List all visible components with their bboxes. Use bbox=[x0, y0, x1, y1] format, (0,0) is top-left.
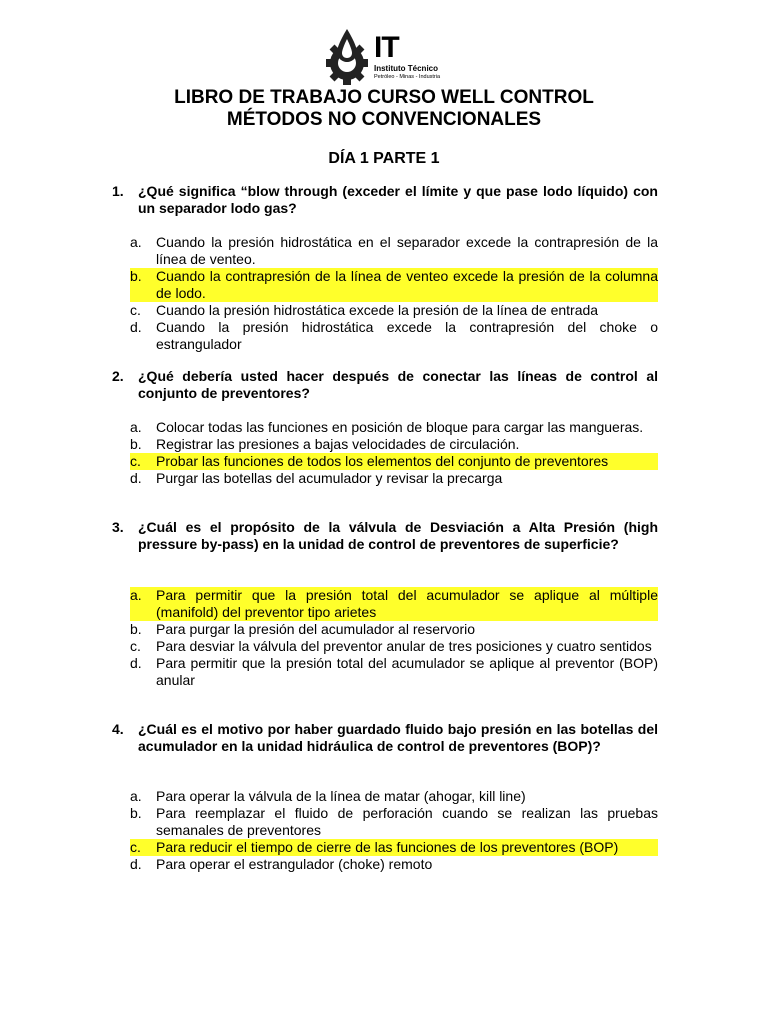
option-letter: b. bbox=[130, 621, 142, 637]
question-4-options bbox=[130, 788, 658, 873]
option-c-highlighted bbox=[130, 839, 658, 856]
option-b bbox=[130, 621, 658, 638]
question-1-options bbox=[130, 234, 658, 353]
option-a bbox=[130, 419, 658, 436]
option-c bbox=[130, 638, 658, 655]
question-text: ¿Qué significa “blow through (exceder el límite y que pase lodo líquido) con un separador lodo gas? bbox=[138, 183, 658, 216]
logo-name: Instituto Técnico bbox=[374, 64, 438, 73]
option-letter: a. bbox=[130, 587, 142, 603]
option-b bbox=[130, 436, 658, 453]
option-b bbox=[130, 805, 658, 839]
question-4 bbox=[112, 721, 658, 755]
option-letter: b. bbox=[130, 805, 142, 821]
option-letter: a. bbox=[130, 419, 142, 435]
question-number: 4. bbox=[112, 721, 124, 737]
question-text: ¿Cuál es el motivo por haber guardado fluido bajo presión en las botellas del acumulador en la unidad hidráulica de control de preventores (BOP)? bbox=[138, 721, 658, 754]
question-1 bbox=[112, 183, 658, 217]
option-letter: c. bbox=[130, 638, 141, 654]
option-letter: c. bbox=[130, 302, 141, 318]
question-number: 1. bbox=[112, 183, 124, 199]
question-2-options bbox=[130, 419, 658, 487]
option-text: Para purgar la presión del acumulador al reservorio bbox=[156, 621, 476, 637]
option-letter: a. bbox=[130, 234, 142, 250]
option-text: Registrar las presiones a bajas velocidades de circulación. bbox=[156, 436, 520, 452]
option-text: Purgar las botellas del acumulador y revisar la precarga bbox=[156, 470, 503, 486]
option-d bbox=[130, 319, 658, 353]
option-d bbox=[130, 655, 658, 689]
option-letter: b. bbox=[130, 268, 142, 284]
option-text: Cuando la presión hidrostática excede la contrapresión del choke o estrangulador bbox=[156, 319, 658, 352]
option-a-highlighted bbox=[130, 587, 658, 621]
option-d bbox=[130, 856, 658, 873]
option-letter: d. bbox=[130, 470, 142, 486]
option-c-highlighted bbox=[130, 453, 658, 470]
section-heading: DÍA 1 PARTE 1 bbox=[328, 150, 440, 167]
question-3-options bbox=[130, 587, 658, 689]
option-letter: d. bbox=[130, 655, 142, 671]
option-text: Para permitir que la presión total del acumulador se aplique al preventor (BOP) anular bbox=[156, 655, 658, 688]
option-text: Para permitir que la presión total del acumulador se aplique al múltiple (manifold) del preventor tipo arietes bbox=[156, 587, 658, 620]
option-letter: a. bbox=[130, 788, 142, 804]
option-a bbox=[130, 234, 658, 268]
option-letter: b. bbox=[130, 436, 142, 452]
option-b-highlighted bbox=[130, 268, 658, 302]
option-letter: d. bbox=[130, 319, 142, 335]
option-text: Cuando la contrapresión de la línea de venteo excede la presión de la columna de lodo. bbox=[156, 268, 658, 301]
option-d bbox=[130, 470, 658, 487]
gear-drop-icon bbox=[323, 27, 373, 85]
question-text: ¿Cuál es el propósito de la válvula de Desviación a Alta Presión (high pressure by-pass) en la unidad de control de preventores de superficie? bbox=[138, 519, 658, 552]
option-letter: d. bbox=[130, 856, 142, 872]
option-text: Cuando la presión hidrostática excede la presión de la línea de entrada bbox=[156, 302, 599, 318]
institute-logo bbox=[323, 27, 463, 85]
document-title-line-2: MÉTODOS NO CONVENCIONALES bbox=[226, 109, 542, 130]
option-letter: c. bbox=[130, 453, 141, 469]
option-text: Colocar todas las funciones en posición de bloque para cargar las mangueras. bbox=[156, 419, 644, 435]
question-number: 2. bbox=[112, 368, 124, 384]
option-letter: c. bbox=[130, 839, 141, 855]
option-text: Cuando la presión hidrostática en el separador excede la contrapresión de la línea de venteo. bbox=[156, 234, 658, 267]
option-c bbox=[130, 302, 658, 319]
logo-mark: IT bbox=[374, 31, 399, 64]
option-a bbox=[130, 788, 658, 805]
question-number: 3. bbox=[112, 519, 124, 535]
logo-subtitle: Petróleo - Minas - Industria bbox=[374, 74, 441, 80]
option-text: Para desviar la válvula del preventor anular de tres posiciones y cuatro sentidos bbox=[156, 638, 652, 654]
question-3 bbox=[112, 519, 658, 553]
option-text: Para reducir el tiempo de cierre de las funciones de los preventores (BOP) bbox=[156, 839, 658, 856]
option-text: Para operar la válvula de la línea de matar (ahogar, kill line) bbox=[156, 788, 526, 804]
document-title-line-1: LIBRO DE TRABAJO CURSO WELL CONTROL bbox=[174, 87, 594, 108]
question-text: ¿Qué debería usted hacer después de conectar las líneas de control al conjunto de preventores? bbox=[138, 368, 658, 401]
option-text: Para operar el estrangulador (choke) remoto bbox=[156, 856, 433, 872]
option-text: Para reemplazar el fluido de perforación cuando se realizan las pruebas semanales de preventores bbox=[156, 805, 658, 838]
option-text: Probar las funciones de todos los elementos del conjunto de preventores bbox=[156, 453, 658, 470]
question-2 bbox=[112, 368, 658, 402]
